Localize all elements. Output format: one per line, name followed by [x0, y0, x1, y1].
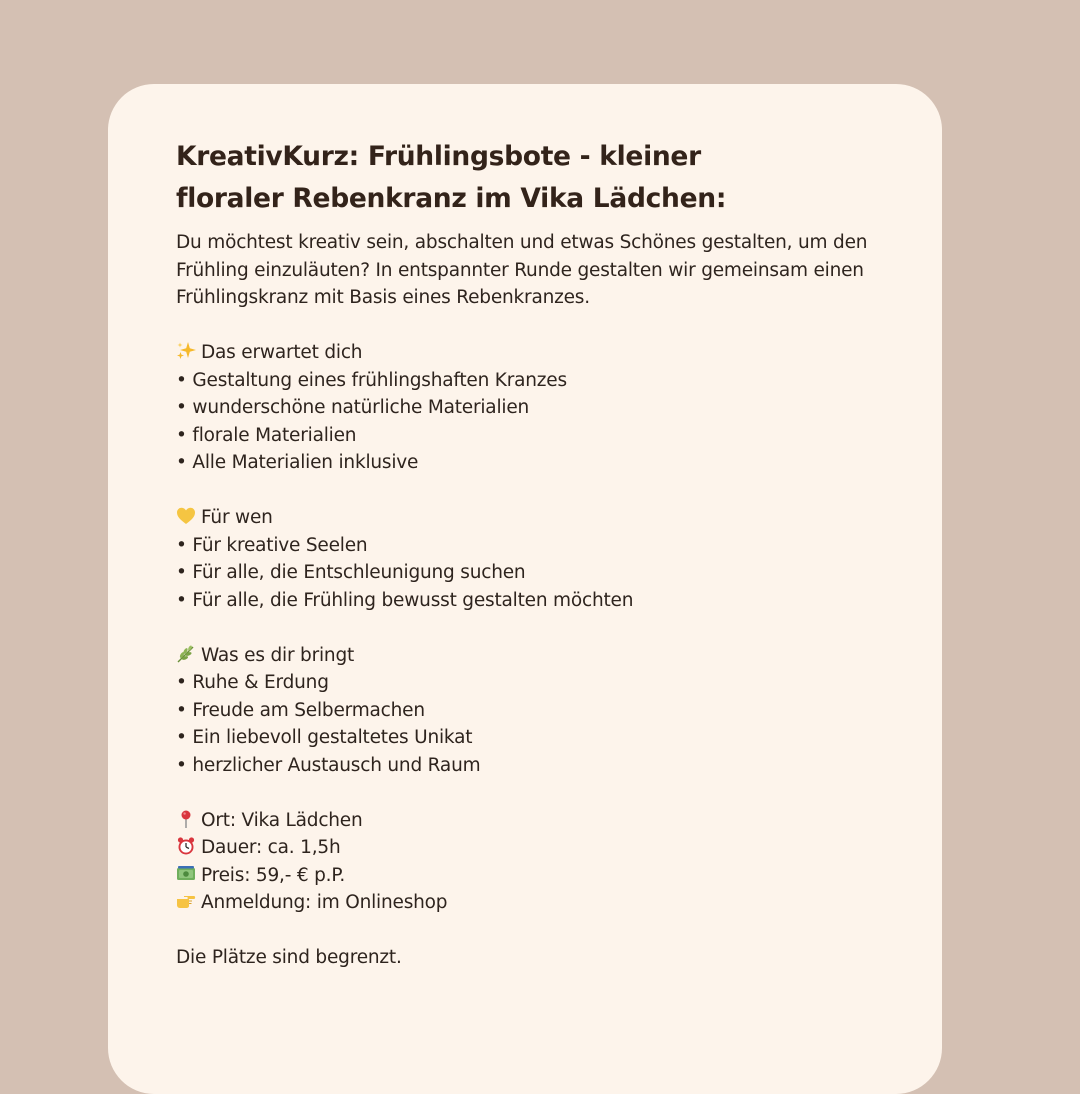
section-heading — [176, 642, 896, 670]
dollar-banknote-icon — [176, 864, 196, 884]
section-audience — [176, 504, 896, 614]
section-heading — [176, 504, 896, 532]
section-details — [176, 807, 896, 917]
audience-heading: Für wen — [201, 507, 273, 528]
duration-text: Dauer: ca. 1,5h — [201, 837, 341, 858]
intro-line: Du möchtest kreativ sein, abschalten und etwas Schönes gestalten, um den — [176, 232, 868, 253]
list-item: • Freude am Selbermachen — [176, 699, 425, 721]
footer-text: Die Plätze sind begrenzt. — [176, 947, 402, 968]
detail-price — [176, 862, 896, 890]
section-expect — [176, 339, 896, 477]
card-content — [176, 136, 896, 972]
alarm-clock-icon — [176, 836, 196, 856]
detail-registration — [176, 889, 896, 917]
intro-line: Frühlingskranz mit Basis eines Rebenkranzes. — [176, 287, 590, 308]
detail-duration — [176, 834, 896, 862]
price-text: Preis: 59,- € p.P. — [201, 864, 346, 886]
list-item: • Für alle, die Frühling bewusst gestalten möchten — [176, 589, 634, 611]
list-item: • wunderschöne natürliche Materialien — [176, 397, 530, 418]
list-item: • Ruhe & Erdung — [176, 672, 329, 693]
expect-heading: Das erwartet dich — [201, 342, 363, 363]
list-item: • Für kreative Seelen — [176, 534, 368, 556]
list-item: • herzlicher Austausch und Raum — [176, 754, 481, 776]
event-title — [176, 136, 896, 220]
list-item: • florale Materialien — [176, 424, 357, 446]
list-item: • Gestaltung eines frühlingshaften Kranzes — [176, 369, 567, 391]
location-text: Ort: Vika Lädchen — [201, 809, 363, 831]
section-benefits — [176, 642, 896, 780]
registration-text: Anmeldung: im Onlineshop — [201, 892, 448, 913]
benefits-heading: Was es dir bringt — [201, 644, 355, 666]
list-item: • Alle Materialien inklusive — [176, 452, 419, 473]
title-line: floraler Rebenkranz im Vika Lädchen: — [176, 183, 727, 214]
detail-location — [176, 807, 896, 835]
section-heading — [176, 339, 896, 367]
yellow-heart-icon — [176, 506, 196, 526]
list-item: • Für alle, die Entschleunigung suchen — [176, 562, 526, 583]
intro-line: Frühling einzuläuten? In entspannter Runde gestalten wir gemeinsam einen — [176, 259, 864, 281]
pointing-hand-icon — [176, 891, 196, 911]
footer-note — [176, 944, 896, 972]
list-item: • Ein liebevoll gestaltetes Unikat — [176, 727, 473, 748]
herb-icon — [176, 644, 196, 664]
event-card — [108, 84, 942, 1094]
intro-text — [176, 229, 896, 312]
title-line: KreativKurz: Frühlingsbote - kleiner — [176, 141, 701, 172]
sparkles-icon — [176, 341, 196, 361]
pin-icon — [176, 809, 196, 829]
